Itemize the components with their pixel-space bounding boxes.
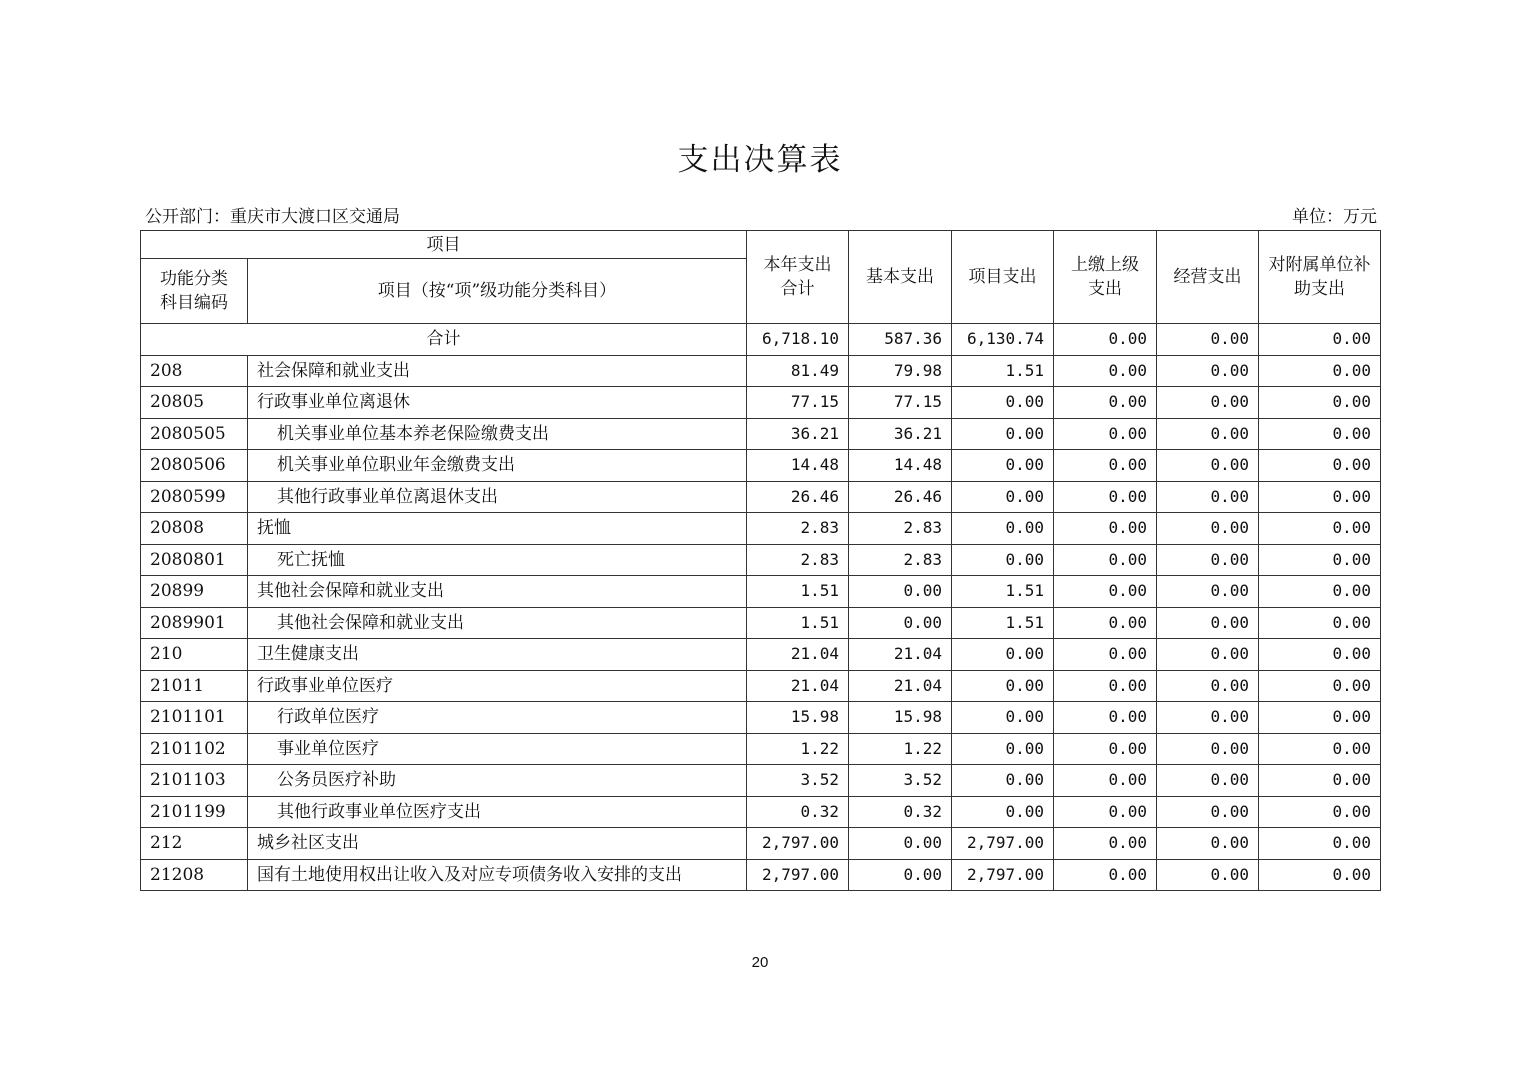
row-value-business: 0.00: [1157, 828, 1259, 860]
row-value-total: 2.83: [747, 513, 849, 545]
row-value-project: 2,797.00: [952, 859, 1054, 891]
row-name: 卫生健康支出: [257, 644, 359, 665]
total-label: 合计: [141, 324, 747, 356]
row-value-basic: 3.52: [849, 765, 952, 797]
row-name: 社会保障和就业支出: [257, 360, 410, 381]
row-name-cell: [248, 796, 747, 828]
row-value-upper: 0.00: [1054, 450, 1157, 482]
row-value-subsidy: 0.00: [1259, 670, 1381, 702]
row-value-project: 0.00: [952, 639, 1054, 671]
total-value-project: 6,130.74: [952, 324, 1054, 356]
table-row: [141, 544, 1381, 576]
row-value-business: 0.00: [1157, 670, 1259, 702]
row-value-project: 0.00: [952, 513, 1054, 545]
row-name-cell: [248, 765, 747, 797]
row-code: 2080506: [141, 450, 248, 482]
row-value-business: 0.00: [1157, 576, 1259, 608]
row-name-cell: [248, 576, 747, 608]
header-code: 功能分类科目编码: [141, 259, 248, 324]
row-value-subsidy: 0.00: [1259, 418, 1381, 450]
row-code: 2080505: [141, 418, 248, 450]
row-value-business: 0.00: [1157, 639, 1259, 671]
row-value-upper: 0.00: [1054, 765, 1157, 797]
row-code: 21208: [141, 859, 248, 891]
total-value-basic: 587.36: [849, 324, 952, 356]
row-name-cell: [248, 607, 747, 639]
row-value-subsidy: 0.00: [1259, 576, 1381, 608]
row-value-upper: 0.00: [1054, 670, 1157, 702]
row-name: 死亡抚恤: [277, 549, 345, 570]
row-name: 国有土地使用权出让收入及对应专项债务收入安排的支出: [257, 864, 682, 885]
row-value-project: 0.00: [952, 544, 1054, 576]
row-value-business: 0.00: [1157, 387, 1259, 419]
row-value-upper: 0.00: [1054, 544, 1157, 576]
row-code: 2101103: [141, 765, 248, 797]
row-value-subsidy: 0.00: [1259, 796, 1381, 828]
row-value-subsidy: 0.00: [1259, 607, 1381, 639]
total-value-business: 0.00: [1157, 324, 1259, 356]
table-row: [141, 670, 1381, 702]
row-value-project: 0.00: [952, 450, 1054, 482]
row-value-business: 0.00: [1157, 607, 1259, 639]
row-code: 208: [141, 355, 248, 387]
row-value-subsidy: 0.00: [1259, 544, 1381, 576]
row-code: 2080801: [141, 544, 248, 576]
row-code: 2089901: [141, 607, 248, 639]
row-value-basic: 15.98: [849, 702, 952, 734]
row-value-basic: 0.00: [849, 576, 952, 608]
row-name: 事业单位医疗: [277, 738, 379, 759]
table-row: [141, 607, 1381, 639]
row-value-subsidy: 0.00: [1259, 859, 1381, 891]
row-value-basic: 0.32: [849, 796, 952, 828]
table-row: [141, 639, 1381, 671]
row-value-upper: 0.00: [1054, 828, 1157, 860]
row-name-cell: [248, 828, 747, 860]
row-code: 2101101: [141, 702, 248, 734]
row-value-project: 0.00: [952, 702, 1054, 734]
row-value-total: 2,797.00: [747, 828, 849, 860]
row-name-cell: [248, 387, 747, 419]
table-row: [141, 513, 1381, 545]
row-value-project: 1.51: [952, 576, 1054, 608]
header-project-group: 项目: [141, 231, 747, 259]
row-name: 抚恤: [257, 518, 291, 539]
row-name: 行政单位医疗: [277, 707, 379, 728]
row-value-total: 81.49: [747, 355, 849, 387]
table-row: [141, 450, 1381, 482]
table-row: [141, 355, 1381, 387]
row-value-upper: 0.00: [1054, 796, 1157, 828]
row-value-project: 1.51: [952, 607, 1054, 639]
row-code: 20899: [141, 576, 248, 608]
row-value-basic: 21.04: [849, 639, 952, 671]
row-name: 行政事业单位医疗: [257, 675, 393, 696]
row-name-cell: [248, 544, 747, 576]
row-value-basic: 0.00: [849, 607, 952, 639]
header-total: 本年支出合计: [747, 231, 849, 324]
row-value-total: 2.83: [747, 544, 849, 576]
row-code: 20805: [141, 387, 248, 419]
row-name-cell: [248, 355, 747, 387]
row-value-business: 0.00: [1157, 765, 1259, 797]
row-value-business: 0.00: [1157, 702, 1259, 734]
row-value-basic: 1.22: [849, 733, 952, 765]
row-value-subsidy: 0.00: [1259, 450, 1381, 482]
page-number: 20: [751, 954, 769, 971]
row-value-business: 0.00: [1157, 733, 1259, 765]
row-value-basic: 0.00: [849, 859, 952, 891]
row-name: 其他行政事业单位离退休支出: [277, 486, 498, 507]
row-value-project: 0.00: [952, 765, 1054, 797]
row-value-subsidy: 0.00: [1259, 733, 1381, 765]
row-value-business: 0.00: [1157, 513, 1259, 545]
row-value-subsidy: 0.00: [1259, 513, 1381, 545]
table-row: [141, 576, 1381, 608]
row-value-total: 14.48: [747, 450, 849, 482]
table-row: [141, 702, 1381, 734]
row-value-upper: 0.00: [1054, 418, 1157, 450]
row-value-business: 0.00: [1157, 355, 1259, 387]
row-value-total: 0.32: [747, 796, 849, 828]
department-label: 公开部门：重庆市大渡口区交通局: [145, 207, 400, 227]
row-name-cell: [248, 859, 747, 891]
row-value-upper: 0.00: [1054, 387, 1157, 419]
row-value-upper: 0.00: [1054, 733, 1157, 765]
row-value-total: 2,797.00: [747, 859, 849, 891]
row-value-business: 0.00: [1157, 796, 1259, 828]
total-value-subsidy: 0.00: [1259, 324, 1381, 356]
row-value-project: 0.00: [952, 418, 1054, 450]
row-value-upper: 0.00: [1054, 859, 1157, 891]
total-value-total: 6,718.10: [747, 324, 849, 356]
row-value-total: 1.51: [747, 607, 849, 639]
row-value-project: 0.00: [952, 387, 1054, 419]
unit-label: 单位：万元: [1292, 207, 1377, 227]
document-title: 支出决算表: [677, 142, 843, 178]
table-row: [141, 765, 1381, 797]
row-code: 2080599: [141, 481, 248, 513]
row-value-subsidy: 0.00: [1259, 355, 1381, 387]
table-row: [141, 481, 1381, 513]
row-name: 其他社会保障和就业支出: [257, 581, 444, 602]
row-name-cell: [248, 733, 747, 765]
row-value-basic: 21.04: [849, 670, 952, 702]
row-value-upper: 0.00: [1054, 576, 1157, 608]
table-body: [141, 324, 1381, 891]
total-row: [141, 324, 1381, 356]
expenditure-table: [140, 230, 1381, 891]
row-value-upper: 0.00: [1054, 513, 1157, 545]
header-subsidy: 对附属单位补助支出: [1259, 231, 1381, 324]
row-value-subsidy: 0.00: [1259, 828, 1381, 860]
row-name: 行政事业单位离退休: [257, 392, 410, 413]
row-value-basic: 2.83: [849, 544, 952, 576]
row-value-subsidy: 0.00: [1259, 765, 1381, 797]
table-row: [141, 733, 1381, 765]
row-code: 2101199: [141, 796, 248, 828]
table-row: [141, 387, 1381, 419]
row-value-basic: 14.48: [849, 450, 952, 482]
row-name-cell: [248, 450, 747, 482]
row-value-project: 0.00: [952, 670, 1054, 702]
header-upper: 上缴上级支出: [1054, 231, 1157, 324]
header-basic: 基本支出: [849, 231, 952, 324]
row-name: 城乡社区支出: [257, 833, 359, 854]
row-value-business: 0.00: [1157, 481, 1259, 513]
row-name: 机关事业单位基本养老保险缴费支出: [277, 423, 549, 444]
row-value-total: 1.22: [747, 733, 849, 765]
table-row: [141, 828, 1381, 860]
row-name-cell: [248, 418, 747, 450]
row-value-project: 0.00: [952, 796, 1054, 828]
row-value-project: 0.00: [952, 733, 1054, 765]
row-value-subsidy: 0.00: [1259, 702, 1381, 734]
row-value-basic: 26.46: [849, 481, 952, 513]
row-value-upper: 0.00: [1054, 639, 1157, 671]
table-header: [141, 231, 1381, 324]
table-row: [141, 859, 1381, 891]
row-name: 机关事业单位职业年金缴费支出: [277, 455, 515, 476]
row-value-upper: 0.00: [1054, 607, 1157, 639]
row-value-total: 21.04: [747, 670, 849, 702]
row-name-cell: [248, 481, 747, 513]
row-value-subsidy: 0.00: [1259, 639, 1381, 671]
header-project: 项目支出: [952, 231, 1054, 324]
table-row: [141, 796, 1381, 828]
header-business: 经营支出: [1157, 231, 1259, 324]
row-value-total: 15.98: [747, 702, 849, 734]
row-code: 21011: [141, 670, 248, 702]
row-code: 210: [141, 639, 248, 671]
row-code: 2101102: [141, 733, 248, 765]
row-name-cell: [248, 639, 747, 671]
row-name-cell: [248, 670, 747, 702]
row-value-business: 0.00: [1157, 450, 1259, 482]
row-value-basic: 36.21: [849, 418, 952, 450]
row-code: 212: [141, 828, 248, 860]
row-name-cell: [248, 513, 747, 545]
row-value-total: 26.46: [747, 481, 849, 513]
row-value-upper: 0.00: [1054, 481, 1157, 513]
row-value-upper: 0.00: [1054, 355, 1157, 387]
row-value-project: 2,797.00: [952, 828, 1054, 860]
row-value-total: 36.21: [747, 418, 849, 450]
row-value-upper: 0.00: [1054, 702, 1157, 734]
row-value-total: 1.51: [747, 576, 849, 608]
row-value-business: 0.00: [1157, 544, 1259, 576]
row-value-basic: 79.98: [849, 355, 952, 387]
row-value-subsidy: 0.00: [1259, 387, 1381, 419]
row-name: 其他社会保障和就业支出: [277, 612, 464, 633]
table-row: [141, 418, 1381, 450]
header-name: 项目（按“项”级功能分类科目）: [248, 259, 747, 324]
row-value-total: 21.04: [747, 639, 849, 671]
row-value-subsidy: 0.00: [1259, 481, 1381, 513]
row-value-project: 1.51: [952, 355, 1054, 387]
row-value-business: 0.00: [1157, 859, 1259, 891]
row-value-total: 3.52: [747, 765, 849, 797]
row-name: 公务员医疗补助: [277, 770, 396, 791]
total-value-upper: 0.00: [1054, 324, 1157, 356]
row-value-basic: 2.83: [849, 513, 952, 545]
row-value-total: 77.15: [747, 387, 849, 419]
row-value-basic: 0.00: [849, 828, 952, 860]
row-name-cell: [248, 702, 747, 734]
row-value-basic: 77.15: [849, 387, 952, 419]
row-name: 其他行政事业单位医疗支出: [277, 801, 481, 822]
row-value-business: 0.00: [1157, 418, 1259, 450]
row-code: 20808: [141, 513, 248, 545]
row-value-project: 0.00: [952, 481, 1054, 513]
